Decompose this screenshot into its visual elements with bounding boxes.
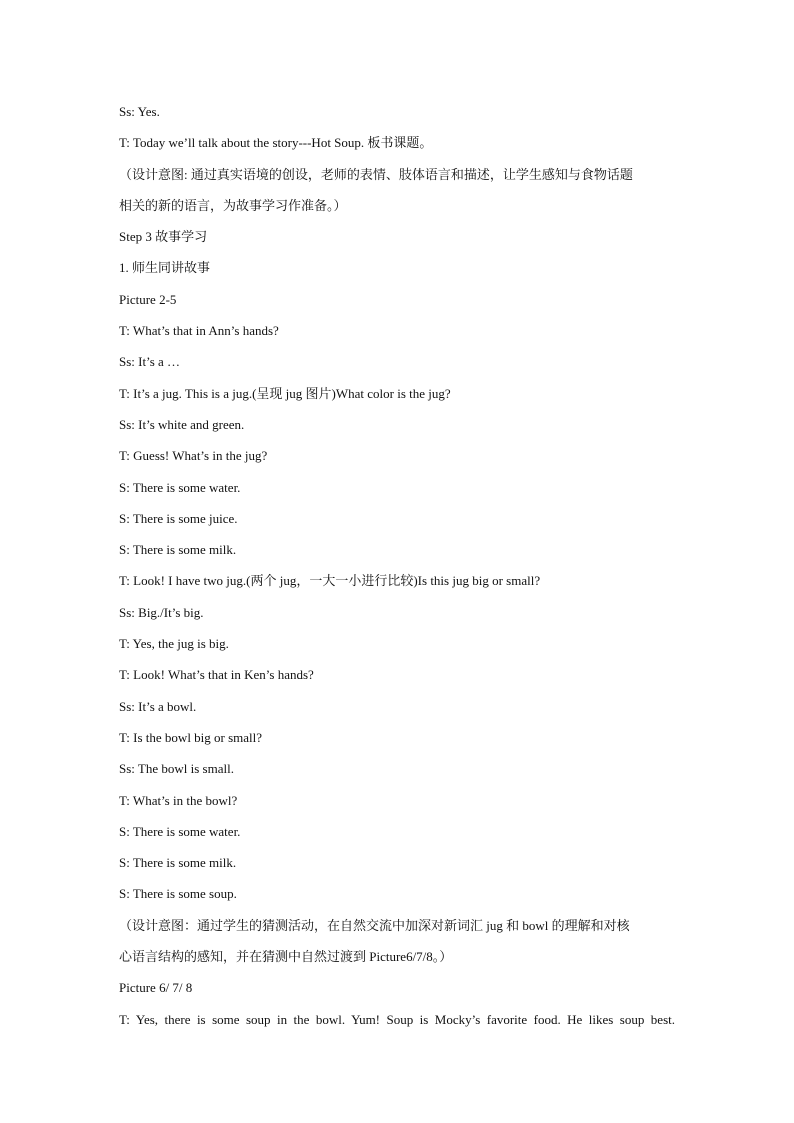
dialogue-line: S: There is some water. bbox=[119, 823, 241, 839]
dialogue-line: S: There is some milk. bbox=[119, 855, 237, 871]
dialogue-line: Ss: It’s a … bbox=[119, 354, 181, 370]
subsection-heading: 1. 师生同讲故事 bbox=[119, 260, 211, 276]
dialogue-line: S: There is some water. bbox=[119, 479, 241, 495]
dialogue-line: T: What’s in the bowl? bbox=[119, 792, 238, 808]
section-heading: Step 3 故事学习 bbox=[119, 229, 208, 245]
dialogue-line: Ss: Big./It’s big. bbox=[119, 604, 204, 620]
design-intent-note: （设计意图：通过学生的猜测活动，在自然交流中加深对新词汇 jug 和 bowl 的理解和对核 bbox=[119, 917, 630, 933]
dialogue-line: T: Yes, there is some soup in the bowl. Yum! Soup is Mocky’s favorite food. He likes soup best. bbox=[119, 1011, 675, 1027]
text-line: Ss: Yes. bbox=[119, 104, 160, 119]
dialogue-line: T: Is the bowl big or small? bbox=[119, 729, 263, 745]
dialogue-line: Ss: The bowl is small. bbox=[119, 761, 234, 777]
dialogue-line: S: There is some milk. bbox=[119, 542, 237, 558]
picture-label: Picture 6/ 7/ 8 bbox=[119, 980, 193, 996]
text-line: T: Today we’ll talk about the story---Hot Soup. 板书课题。 bbox=[119, 135, 433, 151]
design-intent-note: 心语言结构的感知，并在猜测中自然过渡到 Picture6/7/8。） bbox=[119, 949, 453, 965]
design-intent-note: 相关的新的语言，为故事学习作准备。） bbox=[119, 197, 347, 213]
dialogue-line: T: Look! What’s that in Ken’s hands? bbox=[119, 667, 314, 683]
dialogue-line: T: What’s that in Ann’s hands? bbox=[119, 323, 279, 339]
dialogue-line: S: There is some juice. bbox=[119, 510, 238, 526]
document-body bbox=[119, 101, 675, 1040]
dialogue-line: Ss: It’s white and green. bbox=[119, 416, 245, 432]
dialogue-line: T: Yes, the jug is big. bbox=[119, 636, 229, 652]
design-intent-note: （设计意图: 通过真实语境的创设，老师的表情、肢体语言和描述，让学生感知与食物话题 bbox=[119, 166, 633, 182]
dialogue-line: S: There is some soup. bbox=[119, 886, 237, 902]
dialogue-line: Ss: It’s a bowl. bbox=[119, 698, 197, 714]
dialogue-line: T: Guess! What’s in the jug? bbox=[119, 448, 268, 464]
dialogue-line: T: It’s a jug. This is a jug.(呈现 jug 图片)What color is the jug? bbox=[119, 385, 451, 401]
picture-label: Picture 2-5 bbox=[119, 291, 177, 307]
dialogue-line: T: Look! I have two jug.(两个 jug，一大一小进行比较)Is this jug big or small? bbox=[119, 573, 541, 589]
